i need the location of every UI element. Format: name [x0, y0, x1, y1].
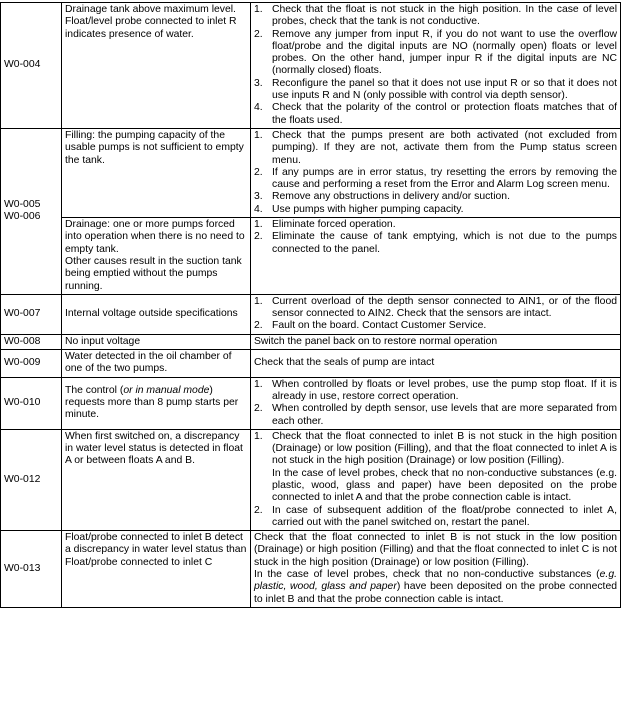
table-row [1, 377, 621, 429]
solution-list [254, 296, 617, 333]
solution-step: 3. Reconfigure the panel so that it does not use input R or so that it does not use inputs R and N (only possible with control via depth sensor). [254, 77, 617, 102]
alarm-cause-cell [62, 350, 251, 378]
alarm-cause-cell [62, 531, 251, 608]
alarm-code: W0-007 [4, 308, 41, 320]
alarm-cause-cell [62, 294, 251, 334]
solution-step: 2. Fault on the board. Contact Customer Service. [254, 320, 487, 332]
solution-text: Check that the float connected to inlet B is not stuck in the low position (Drainage) or high position (Filling) and that the float connected to inlet C is not stuck in the high position (Drainage) or low position (Filling). [254, 532, 617, 568]
alarm-solution-cell [251, 128, 621, 217]
alarm-solution-cell [251, 531, 621, 608]
table-row [1, 350, 621, 378]
alarm-code-cell [1, 350, 62, 378]
solution-note: In the case of level probes, check that no non-conductive substances (e.g. plastic, wood, glass and paper) have been deposited on the probe connected to inlet A and that the probe connection cable is intact. [272, 467, 617, 504]
solution-step: 1. Check that the float is not stuck in the high position. In the case of level probes, check that the tank is not conductive. [254, 4, 617, 28]
alarm-solution-cell [251, 350, 621, 378]
alarm-cause: Filling: the pumping capacity of the usable pumps is not sufficient to empty the tank. [65, 129, 244, 166]
solution-step: 4. Use pumps with higher pumping capacity. [254, 203, 464, 215]
solution-step: 2. If any pumps are in error status, try resetting the errors by removing the cause and performing a reset from the Error and Alarm Log screen menu. [254, 166, 617, 191]
solution-list [254, 431, 617, 529]
alarm-code: W0-010 [4, 397, 41, 409]
alarm-cause-cell [62, 128, 251, 217]
alarm-table-wrapper [0, 2, 620, 608]
solution-step: 1. When controlled by floats or level probes, use the pump stop float. If it is already in use, restore correct operation. [254, 378, 617, 402]
alarm-solution-cell [251, 294, 621, 334]
alarm-cause: Drainage tank above maximum level. Float/level probe connected to inlet R indicates presence of water. [65, 4, 237, 40]
alarm-cause: Float/probe connected to inlet B detect a discrepancy in water level status than Float/probe connected to inlet C [65, 532, 247, 568]
alarm-code-cell [1, 3, 62, 129]
alarm-code: W0-012 [4, 473, 41, 485]
alarm-code-cell [1, 128, 62, 294]
alarm-cause-cell [62, 218, 251, 295]
alarm-table [0, 2, 621, 608]
alarm-cause: The control (or in manual mode) requests more than 8 pump starts per minute. [65, 384, 239, 421]
alarm-code: W0-013 [4, 562, 41, 574]
solution-step: 2. When controlled by depth sensor, use levels that are more separated from each other. [254, 403, 617, 427]
alarm-code-cell [1, 531, 62, 608]
alarm-code-cell [1, 429, 62, 530]
solution-list [254, 4, 617, 127]
solution-step: 1. Eliminate forced operation. [254, 219, 396, 231]
solution-list [254, 219, 617, 256]
alarm-cause-cell [62, 334, 251, 349]
alarm-cause: Drainage: one or more pumps forced into operation when there is no need to empty tank. [65, 219, 245, 255]
alarm-code: W0-004 [4, 59, 41, 71]
alarm-cause: Water detected in the oil chamber of one of the two pumps. [65, 351, 232, 375]
solution-text: Check that the seals of pump are intact [254, 357, 435, 369]
table-row [1, 531, 621, 608]
alarm-code-cell [1, 294, 62, 334]
alarm-code: W0-005 [4, 199, 41, 211]
alarm-code-cell [1, 334, 62, 349]
solution-step: 4. Check that the polarity of the control or protection floats matches that of the floats used. [254, 102, 617, 126]
solution-list [254, 379, 617, 428]
alarm-cause: When first switched on, a discrepancy in water level status is detected in float A or between floats A and B. [65, 430, 243, 467]
table-row [1, 128, 621, 217]
alarm-cause-cell [62, 3, 251, 129]
table-row [1, 429, 621, 530]
alarm-cause-cell [62, 429, 251, 530]
solution-step: 1. Check that the float connected to inlet B is not stuck in the high position (Drainage) or low position (Filling), and that the float connected to inlet A is not stuck in the high position (Drainage) or low position (Filling). In the case of level probes, check that no non-conductive substances (e.g. plastic, wood, glass and paper) have been deposited on the probe connected to inlet A and that the probe connection cable is intact. [254, 430, 617, 504]
solution-step: 1. Current overload of the depth sensor connected to AIN1, or of the flood sensor connected to AIN2. Check that the sensors are intact. [254, 295, 617, 320]
solution-step: 2. Remove any jumper from input R, if you do not want to use the overflow float/probe and the digital inputs are NO (normally open) floats or level probes. On the other hand, jumper inpur R if the digital inputs are NC (normally closed) floats. [254, 28, 617, 77]
table-row [1, 218, 621, 295]
solution-text: In the case of level probes, check that no non-conductive substances (e.g. plastic, wood, glass and paper) have been deposited on the probe connected to inlet B and that the probe connection cable is intact. [254, 569, 617, 605]
table-row [1, 334, 621, 349]
alarm-cause: Internal voltage outside specifications [65, 308, 238, 320]
alarm-code: W0-008 [4, 335, 41, 347]
alarm-code-cell [1, 377, 62, 429]
alarm-solution-cell [251, 3, 621, 129]
alarm-solution-cell [251, 334, 621, 349]
solution-step: 2. In case of subsequent addition of the float/probe connected to inlet A, carried out with the panel switched on, restart the panel. [254, 504, 617, 528]
alarm-solution-cell [251, 377, 621, 429]
solution-list [254, 130, 617, 216]
solution-step: 3. Remove any obstructions in delivery and/or suction. [254, 191, 510, 203]
alarm-code: W0-009 [4, 357, 41, 369]
alarm-cause-extra: Other causes result in the suction tank being emptied without the pumps running. [65, 255, 242, 292]
alarm-solution-cell [251, 429, 621, 530]
alarm-cause: No input voltage [65, 335, 141, 347]
solution-text: Switch the panel back on to restore normal operation [254, 335, 498, 347]
alarm-cause-cell [62, 377, 251, 429]
alarm-code: W0-006 [4, 211, 41, 223]
solution-step: 2. Eliminate the cause of tank emptying, which is not due to the pumps connected to the panel. [254, 231, 617, 255]
table-row [1, 3, 621, 129]
table-row [1, 294, 621, 334]
alarm-solution-cell [251, 218, 621, 295]
solution-step: 1. Check that the pumps present are both activated (not excluded from pumping). If they are not, activate them from the Pump status screen menu. [254, 129, 617, 166]
